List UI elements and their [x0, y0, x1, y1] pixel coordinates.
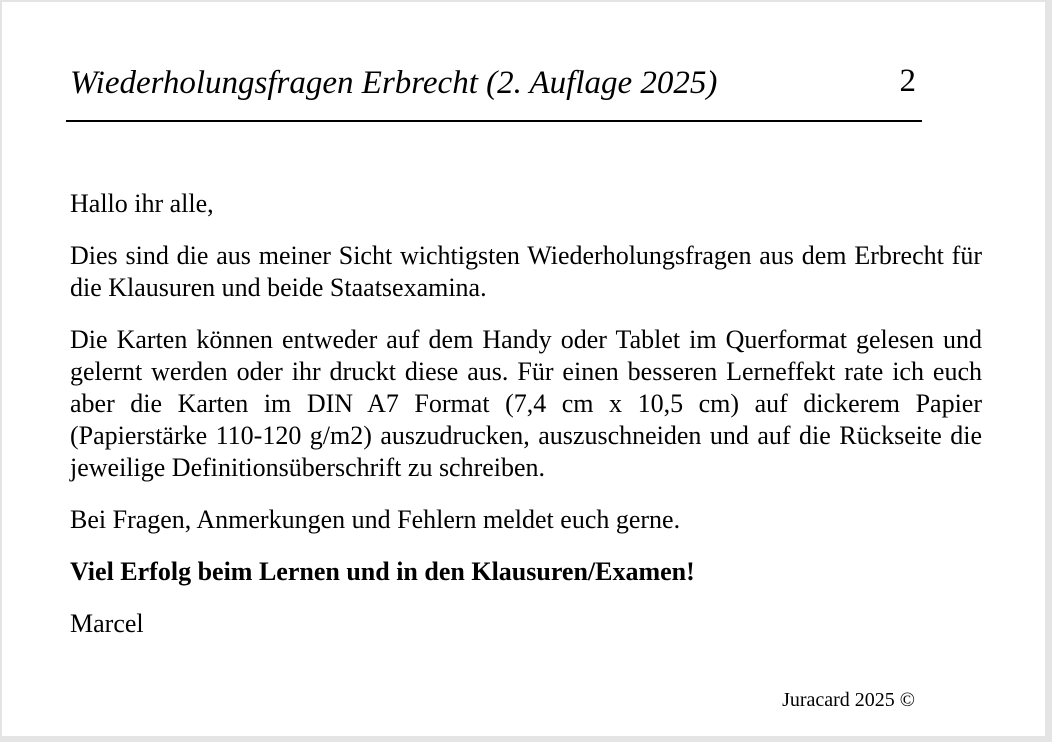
feedback-paragraph: Bei Fragen, Anmerkungen und Fehlern meldet euch gerne. [70, 505, 681, 534]
usage-paragraph: Die Karten können entweder auf dem Handy oder Tablet im Querformat gelesen und gelernt werden oder ihr druckt diese aus. Für einen besseren Lerneffekt rate ich euch aber die Karten im DIN A7 Format (7,4 cm x 10,5 cm) auf dickerem Papier (Papierstärke 110-120 g/m2) auszudrucken, auszuschneiden und auf die Rückseite die jeweilige Definitionsüberschrift zu schreiben. [70, 325, 982, 482]
signature-text: Marcel [70, 609, 144, 638]
document-title: Wiederholungsfragen Erbrecht (2. Auflage 2025) [70, 65, 718, 101]
intro-paragraph: Dies sind die aus meiner Sicht wichtigsten Wiederholungsfragen aus dem Erbrecht für die Klausuren und beide Staatsexamina. [70, 241, 982, 302]
closing-line: Viel Erfolg beim Lernen und in den Klausuren/Examen! [70, 557, 695, 586]
copyright-footer: Juracard 2025 © [782, 689, 915, 711]
document-page [2, 2, 1045, 736]
greeting-text: Hallo ihr alle, [70, 189, 214, 218]
page-number: 2 [899, 63, 916, 99]
document-body [70, 188, 982, 660]
page-header [66, 58, 922, 122]
